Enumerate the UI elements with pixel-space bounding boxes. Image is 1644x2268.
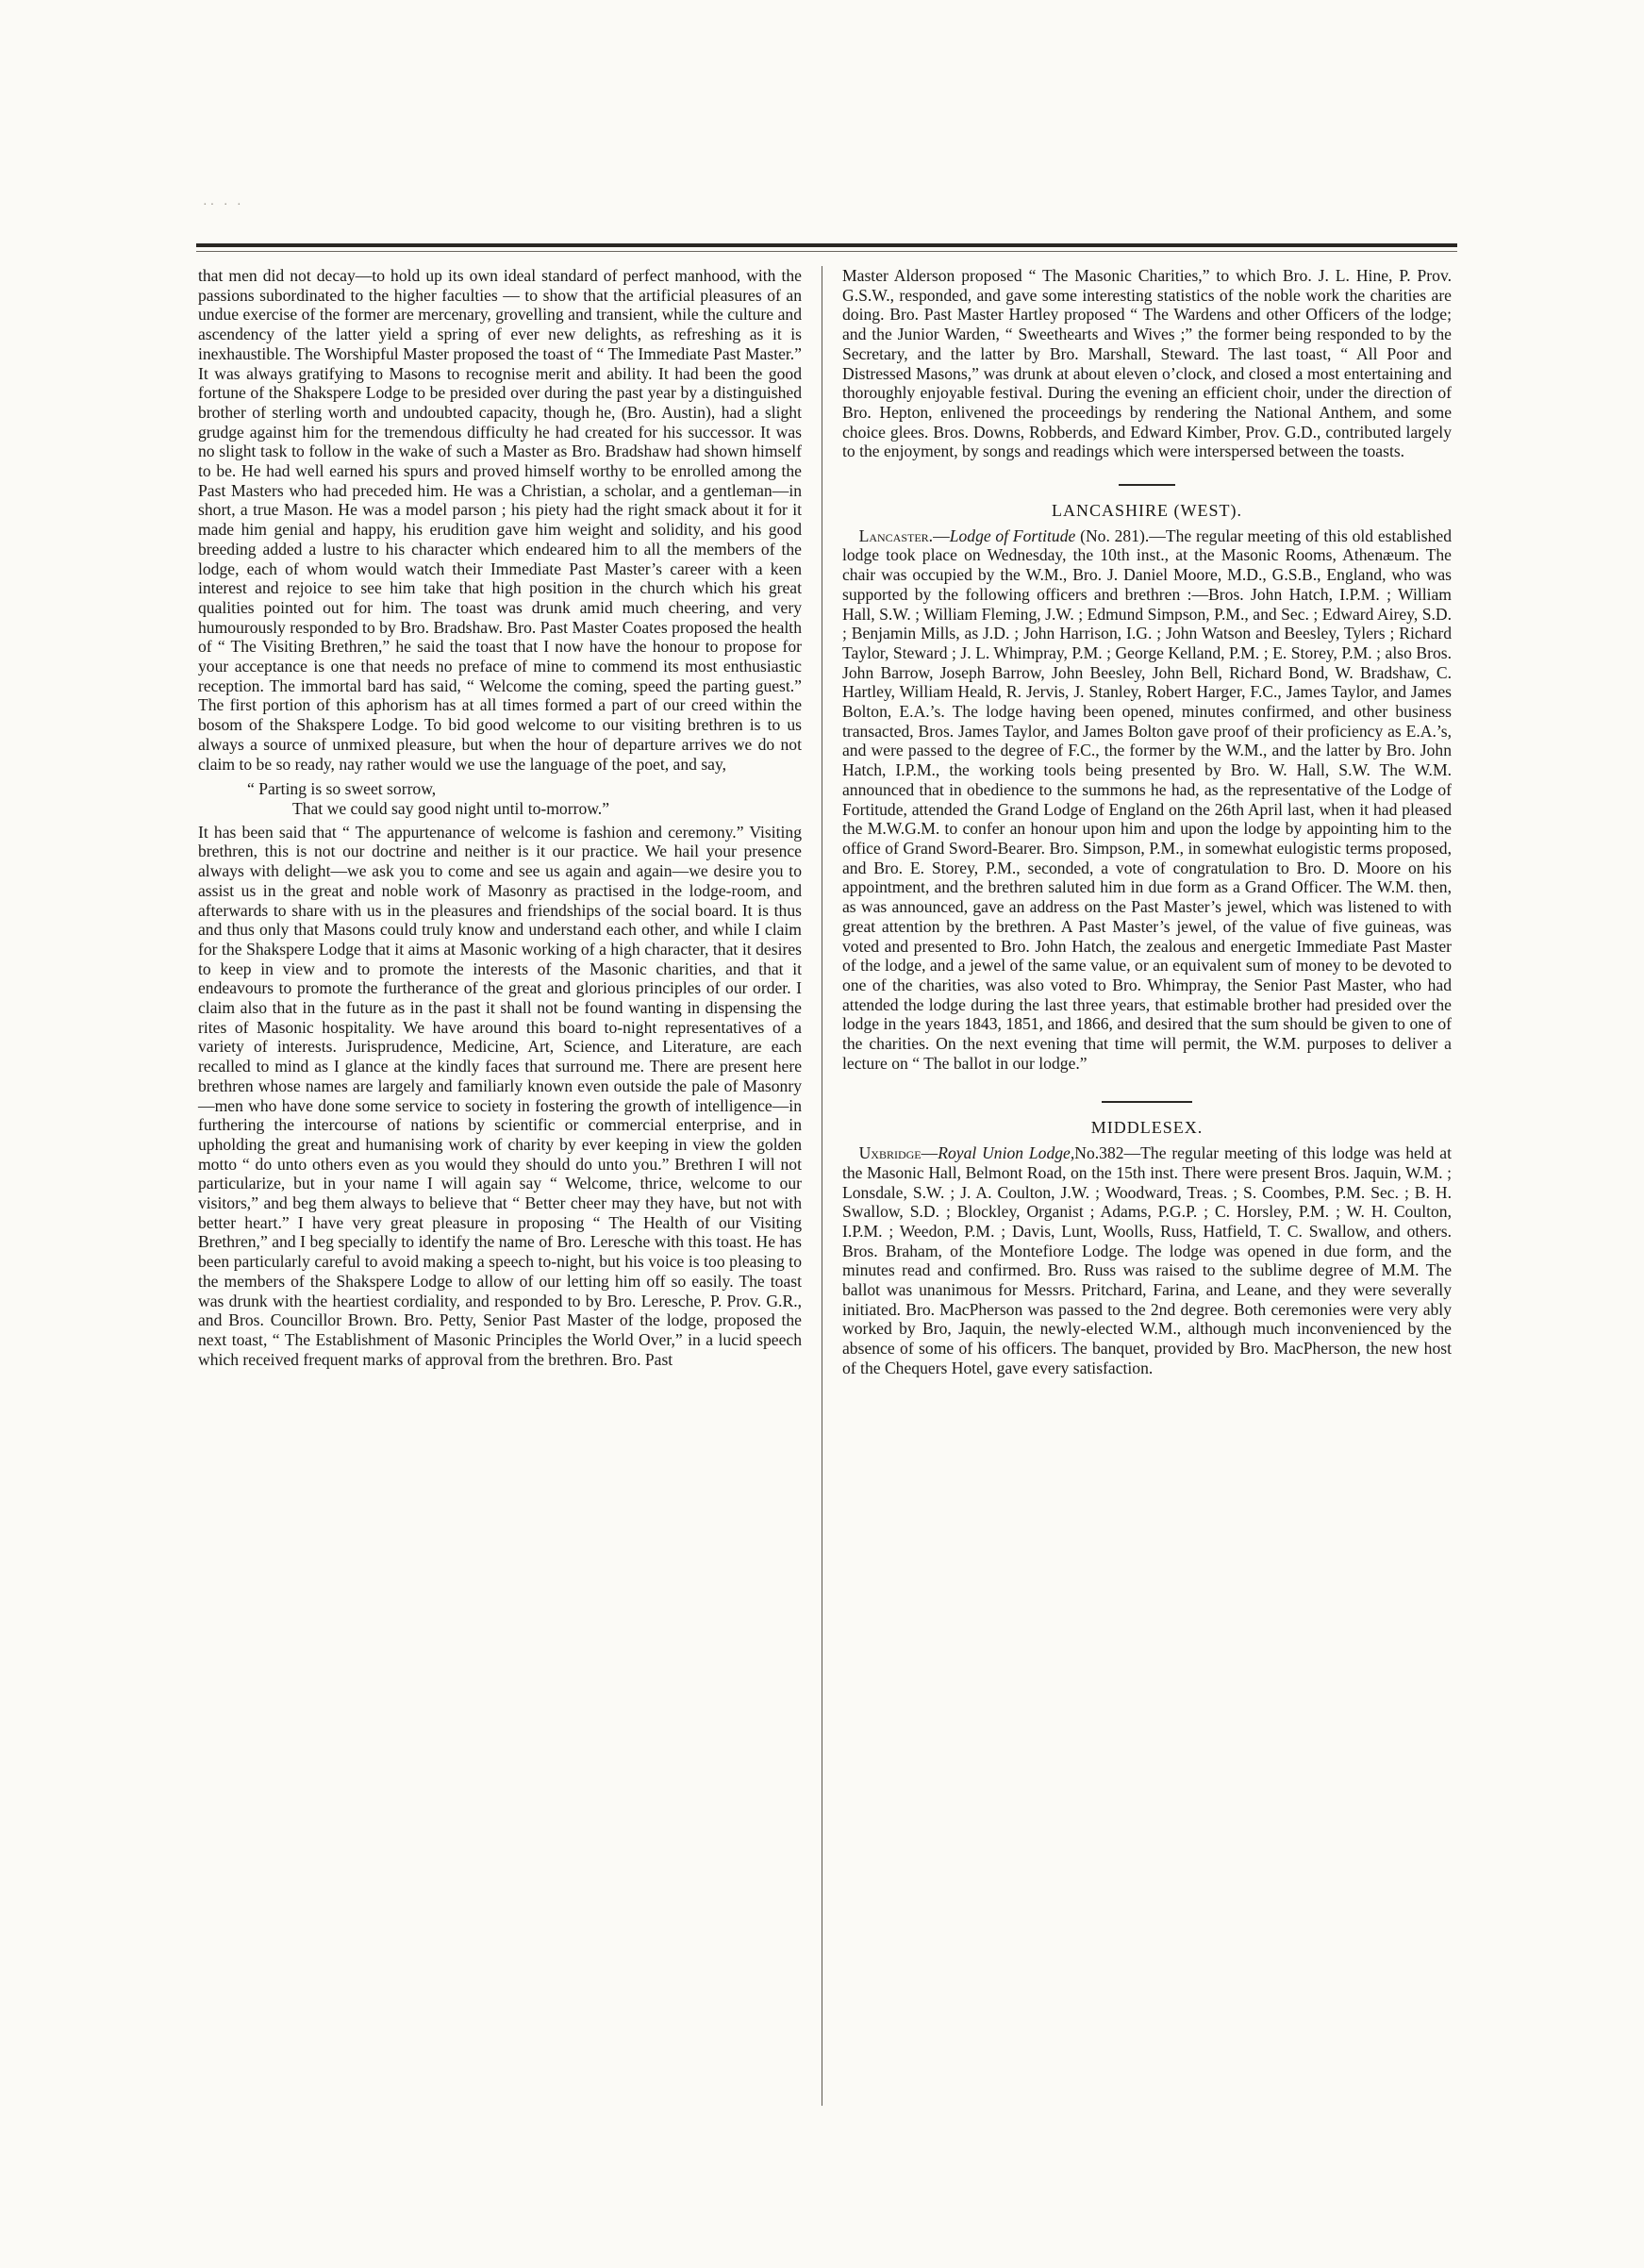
lodge-name: Royal Union Lodge, (938, 1143, 1075, 1163)
quoted-verse (198, 779, 802, 818)
place-name: Uxbridge (858, 1143, 922, 1163)
verse-line: “ Parting is so sweet sorrow, (247, 779, 437, 799)
page-marks: ·· · · (203, 198, 244, 212)
lodge-report-lancaster: Lancaster.—Lodge of Fortitude (No. 281).—The regular meeting of this old established lodge took place on Wednesday, the 10th inst., at the Masonic Rooms, Athenæum. The chair was occupied by the W.M., Bro. J. Daniel Moore, M.D., G.S.B., England, who was supported by the following officers and brethren :—Bros. John Hatch, I.P.M. ; William Hall, S.W. ; William Fleming, J.W. ; Edmund Simpson, P.M., and Sec. ; Edward Airey, S.D. ; Benjamin Mills, as J.D. ; John Harrison, I.G. ; John Watson and Beesley, Tylers ; Richard Taylor, Steward ; J. L. Whimpray, P.M. ; George Kelland, P.M. ; E. Storey, P.M. ; also Bros. John Barrow, Joseph Barrow, John Beesley, John Bell, Richard Bond, W. Bradshaw, C. Hartley, William Heald, R. Jervis, J. Stanley, Robert Harger, F.C., James Taylor, and James Bolton, E.A.’s. The lodge having been opened, minutes confirmed, and other business transacted, Bros. James Taylor, and James Bolton gave proof of their proficiency as E.A.’s, and were passed to the degree of F.C., the former by the W.M., and the latter by Bro. John Hatch, I.P.M., the working tools being presented by Bro. W. Hall, S.W. The W.M. announced that in obedience to the summons he had, as the representative of the Lodge of Fortitude, attended the Grand Lodge of England on the 26th April last, when it had pleased the M.W.G.M. to confer an honour upon him and upon the lodge by appointing him to the office of Grand Sword-Bearer. Bro. Simpson, P.M., in somewhat eulogistic terms proposed, and Bro. E. Storey, P.M., seconded, a vote of congratulation to Bro. D. Moore on his appointment, and the brethren saluted him in due form as a Grand Officer. The W.M. then, as was announced, gave an address on the Past Master’s jewel, which was listened to with great attention by the brethren. A Past Master’s jewel, of the value of five guineas, was voted and presented to Bro. John Hatch, the zealous and energetic Immediate Past Master of the lodge, and a jewel of the same value, or an equivalent sum of money to be devoted to one of the charities, was also voted to Bro. Whimpray, the Senior Past Master, who had attended the lodge during the last three years, that estimable brother had presided over the lodge in the years 1843, 1851, and 1866, and desired that the sum should be given to one of the charities. On the next evening that time will permit, the W.M. purposes to deliver a lecture on “ The ballot in our lodge.” (842, 525, 1452, 1073)
verse-line: That we could say good night until to-morrow.” (292, 798, 610, 818)
lodge-number: (No. 281). (1075, 525, 1150, 545)
article-paragraph: Master Alderson proposed “ The Masonic Charities,” to which Bro. J. L. Hine, P. Prov. G.S.W., responded, and gave some interesting statistics of the noble work the charities are doing. Bro. Past Master Hartley proposed “ The Wardens and other Officers of the lodge; and the Junior Warden, “ Sweethearts and Wives ;” the former being responded to by the Secretary, and the latter by Bro. Marshall, Steward. The last toast, “ All Poor and Distressed Masons,” was drunk at about eleven o’clock, and closed a most entertaining and thoroughly enjoyable festival. During the evening an efficient choir, under the direction of Bro. Hepton, enlivened the proceedings by rendering the National Anthem, and some choice glees. Bros. Downs, Robberds, and Edward Kimber, Prov. G.D., contributed largely to the enjoyment, by songs and readings which were interspersed between the toasts. (842, 266, 1452, 461)
section-heading-lancashire: LANCASHIRE (WEST). (1052, 501, 1242, 521)
lodge-report-uxbridge: Uxbridge—Royal Union Lodge,No.382—The regular meeting of this lodge was held at the Masonic Hall, Belmont Road, on the 15th inst. There were present Bros. Jaquin, W.M. ; Lonsdale, S.W. ; J. A. Coulton, J.W. ; Woodward, Treas. ; S. Coombes, P.M. Sec. ; B. H. Swallow, S.D. ; Blockley, Organist ; Adams, P.G.P. ; C. Horsley, P.M. ; W. H. Coulton, I.P.M. ; Weedon, P.M. ; Davis, Lunt, Woolls, Russ, Hatfield, T. C. Swallow, and others. Bros. Braham, of the Montefiore Lodge. The lodge was opened in due form, and the minutes read and confirmed. Bro. Russ was raised to the sublime degree of M.M. The ballot was unanimous for Messrs. Pritchard, Farina, and Leane, and they were severally initiated. Bro. MacPherson was passed to the 2nd degree. Both ceremonies were very ably worked by Bro, Jaquin, the newly-elected W.M., although much inconvenienced by the absence of some of his officers. The banquet, provided by Bro. MacPherson, the new host of the Chequers Hotel, gave every satisfaction. (842, 1143, 1452, 1377)
report-text: —The regular meeting of this old established lodge took place on Wednesday, the 10th inst., at the Masonic Rooms, Athenæum. The chair was occupied by the W.M., Bro. J. Daniel Moore, M.D., G.S.B., England, who was supported by the following officers and brethren :—Bros. John Hatch, I.P.M. ; William Hall, S.W. ; William Fleming, J.W. ; Edmund Simpson, P.M., and Sec. ; Edward Airey, S.D. ; Benjamin Mills, as J.D. ; John Harrison, I.G. ; John Watson and Beesley, Tylers ; Richard Taylor, Steward ; J. L. Whimpray, P.M. ; George Kelland, P.M. ; E. Storey, P.M. ; also Bros. John Barrow, Joseph Barrow, John Beesley, John Bell, Richard Bond, W. Bradshaw, C. Hartley, William Heald, R. Jervis, J. Stanley, Robert Harger, F.C., James Taylor, and James Bolton, E.A.’s. The lodge having been opened, minutes confirmed, and other business transacted, Bros. James Taylor, and James Bolton gave proof of their proficiency as E.A.’s, and were passed to the degree of F.C., the former by the W.M., and the latter by Bro. John Hatch, I.P.M., the working tools being presented by Bro. W. Hall, S.W. The W.M. announced that in obedience to the summons he had, as the representative of the Lodge of Fortitude, attended the Grand Lodge of England on the 26th April last, when it had pleased the M.W.G.M. to confer an honour upon him and upon the lodge by appointing him to the office of Grand Sword-Bearer. Bro. Simpson, P.M., in somewhat eulogistic terms proposed, and Bro. E. Storey, P.M., seconded, a vote of congratulation to Bro. D. Moore on his appointment, and the brethren saluted him in due form as a Grand Officer. The W.M. then, as was announced, gave an address on the Past Master’s jewel, which was listened to with great attention by the brethren. A Past Master’s jewel, of the value of five guineas, was voted and presented to Bro. John Hatch, the zealous and energetic Immediate Past Master of the lodge, and a jewel of the same value, or an equivalent sum of money to be devoted to one of the charities, was also voted to Bro. Whimpray, the Senior Past Master, who had attended the lodge during the last three years, that estimable brother had presided over the lodge in the years 1843, 1851, and 1866, and desired that the sum should be given to one of the charities. On the next evening that time will permit, the W.M. purposes to deliver a lecture on “ The ballot in our lodge.” (842, 525, 1452, 1073)
report-text: —The regular meeting of this lodge was held at the Masonic Hall, Belmont Road, on the 15th inst. There were present Bros. Jaquin, W.M. ; Lonsdale, S.W. ; J. A. Coulton, J.W. ; Woodward, Treas. ; S. Coombes, P.M. Sec. ; B. H. Swallow, S.D. ; Blockley, Organist ; Adams, P.G.P. ; C. Horsley, P.M. ; W. H. Coulton, I.P.M. ; Weedon, P.M. ; Davis, Lunt, Woolls, Russ, Hatfield, T. C. Swallow, and others. Bros. Braham, of the Montefiore Lodge. The lodge was opened in due form, and the minutes read and confirmed. Bro. Russ was raised to the sublime degree of M.M. The ballot was unanimous for Messrs. Pritchard, Farina, and Leane, and they were severally initiated. Bro. MacPherson was passed to the 2nd degree. Both ceremonies were very ably worked by Bro, Jaquin, the newly-elected W.M., although much inconvenienced by the absence of some of his officers. The banquet, provided by Bro. MacPherson, the new host of the Chequers Hotel, gave every satisfaction. (842, 1143, 1452, 1377)
lodge-name: Lodge of Fortitude (949, 525, 1076, 545)
place-name: Lancaster. (858, 525, 934, 545)
header-rule-thin (196, 251, 1457, 252)
section-divider (1102, 1101, 1192, 1103)
header-rule (196, 243, 1457, 247)
left-column (198, 266, 802, 1369)
right-column (842, 266, 1452, 1378)
article-paragraph: It has been said that “ The appurtenance of welcome is fashion and ceremony.” Visiting brethren, this is not our doctrine and neither is it our practice. We hail your presence always with delight—we ask you to come and see us again and again—we desire you to assist us in the great and noble work of Masonry as practised in the lodge-room, and afterwards to share with us in the pleasures and friendships of the social board. It is thus and thus only that Masons could truly know and understand each other, and while I claim for the Shakspere Lodge that it aims at Masonic working of a high character, that it desires to keep in view and to promote the interests of the Masonic charities, and that it endeavours to promote the furtherance of the great and glorious principles of our order. I claim also that in the future as in the past it shall not be found wanting in dispensing the rites of Masonic hospitality. We have around this board to-night representatives of a variety of interests. Jurisprudence, Medicine, Art, Science, and Literature, are each recalled to mind as I glance at the kindly faces that surround me. There are present here brethren whose names are largely and familiarly known even outside the pale of Masonry—men who have done some service to society in fostering the growth of intelligence—in furthering the intercourse of nations by scientific or commercial enterprise, and in upholding the great and humanising work of charity by ever keeping in view the golden motto “ do unto others even as you would they should do unto you.” Brethren I will not particularize, but in your name I will again say “ Welcome, thrice, welcome to our visitors,” and beg them always to believe that “ Better cheer may they have, but not with better heart.” I have very great pleasure in proposing “ The Health of our Visiting Brethren,” and I beg specially to identify the name of Bro. Leresche with this toast. He has been particularly careful to avoid making a speech to-night, but his voice is too pleasing to the members of the Shakspere Lodge to allow of our letting him off so easily. The toast was drunk with the heartiest cordiality, and responded to by Bro. Leresche, P. Prov. G.R., and Bros. Councillor Brown. Bro. Petty, Senior Past Master of the lodge, proposed the next toast, “ The Establishment of Masonic Principles the World Over,” in a lucid speech which received frequent marks of approval from the brethren. Bro. Past (198, 822, 802, 1369)
section-heading-middlesex: MIDDLESEX. (1090, 1118, 1204, 1138)
lodge-number: No.382 (1074, 1143, 1124, 1163)
section-divider (1119, 484, 1175, 486)
article-paragraph: that men did not decay—to hold up its own ideal standard of perfect manhood, with the passions subordinated to the higher faculties — to show that the artificial pleasures of an undue exercise of the former are mercenary, grovelling and transient, while the culture and ascendency of the latter yield a spring of ever new delights, as refreshing as it is inexhaustible. The Worshipful Master proposed the toast of “ The Immediate Past Master.” It was always gratifying to Masons to recognise merit and ability. It had been the good fortune of the Shakspere Lodge to be presided over during the past year by a distinguished brother of sterling worth and undoubted capacity, though he, (Bro. Austin), had a slight grudge against him for the tremendous difficulty he had created for his successor. It was no slight task to follow in the wake of such a Master as Bro. Bradshaw had shown himself to be. He had well earned his spurs and proved himself worthy to be enrolled among the Past Masters who had preceded him. He was a Christian, a scholar, and a gentleman—in short, a true Mason. He was a model parson ; his piety had the right smack about it for it made him genial and happy, his erudition gave him weight and solidity, and his good breeding added a lustre to his character which endeared him to all the members of the lodge, each of whom would watch their Immediate Past Master’s career with a keen interest and rejoice to see him take that high position in the church which his great qualities pointed out for him. The toast was drunk amid much cheering, and very humourously responded to by Bro. Bradshaw. Bro. Past Master Coates proposed the health of “ The Visiting Brethren,” he said the toast that I now have the honour to propose for your acceptance is one that needs no preface of mine to commend its most enthusiastic reception. The immortal bard has said, “ Welcome the coming, speed the parting guest.” The first portion of this aphorism has at all times formed a part of our creed within the bosom of the Shakspere Lodge. To bid good welcome to our visiting brethren is to us always a source of unmixed pleasure, but when the hour of departure arrives we do not claim to be so ready, nay rather would we use the language of the poet, and say, (198, 266, 802, 774)
